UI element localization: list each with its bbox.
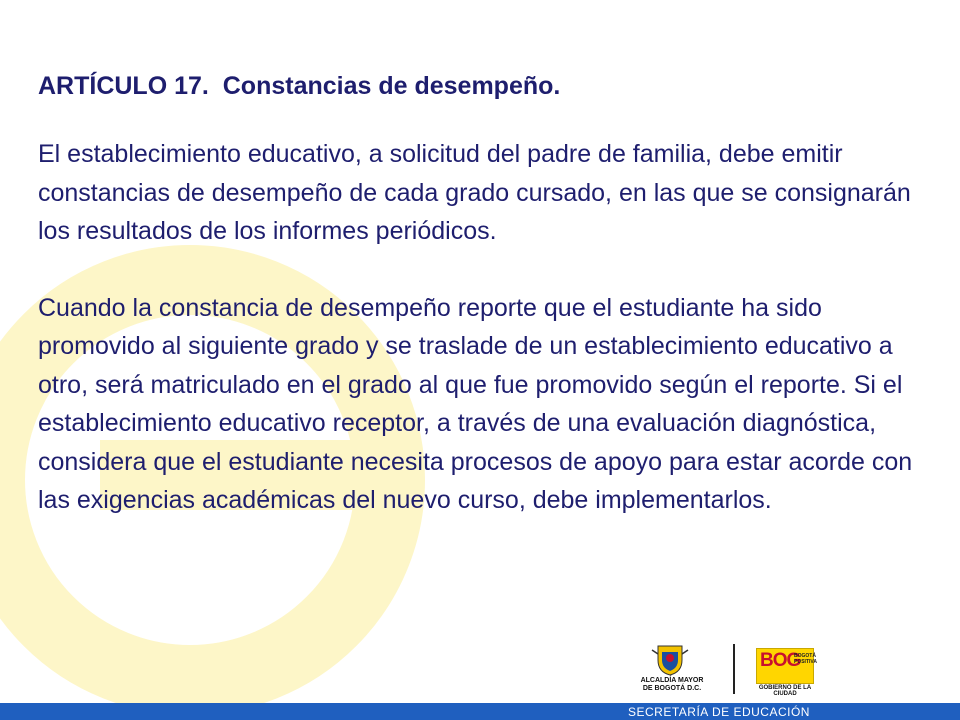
logo-divider	[733, 644, 735, 694]
article-body	[38, 72, 938, 558]
paragraph-2: Cuando la constancia de desempeño reporte que el estudiante ha sido promovido al siguiente grado y se traslade de un establecimiento educativo a otro, será matriculado en el grado al que fue promovido según el reporte. Si el establecimiento educativo receptor, a través de una evaluación diagnóstica, considera que el estudiante necesita procesos de apoyo para estar acorde con las exigencias académicas del nuevo curso, debe implementarlos.	[38, 293, 913, 514]
alcaldia-line2: DE BOGOTÁ D.C.	[642, 685, 702, 692]
alcaldia-label	[626, 677, 718, 693]
footer-bar	[0, 703, 960, 720]
alcaldia-line1: ALCALDÍA MAYOR	[640, 677, 704, 684]
paragraph-1: El establecimiento educativo, a solicitud del padre de familia, debe emitir constancias de desempeño de cada grado cursado, en las que se consignarán los resultados de los informes periódicos.	[38, 140, 911, 245]
bogota-positiva-logo	[756, 648, 817, 684]
bog-letters: BOG	[760, 650, 801, 671]
article-title: ARTÍCULO 17. Constancias de desempeño.	[38, 72, 561, 100]
alcaldia-logo	[626, 642, 718, 698]
bog-subtitle: BOGOTÁ POSITIVA	[794, 653, 817, 665]
footer-label: SECRETARÍA DE EDUCACIÓN	[628, 705, 810, 719]
logo-group	[626, 642, 826, 698]
gobierno-label: GOBIERNO DE LA CIUDAD	[758, 685, 812, 697]
bogota-crest-icon	[650, 644, 690, 676]
